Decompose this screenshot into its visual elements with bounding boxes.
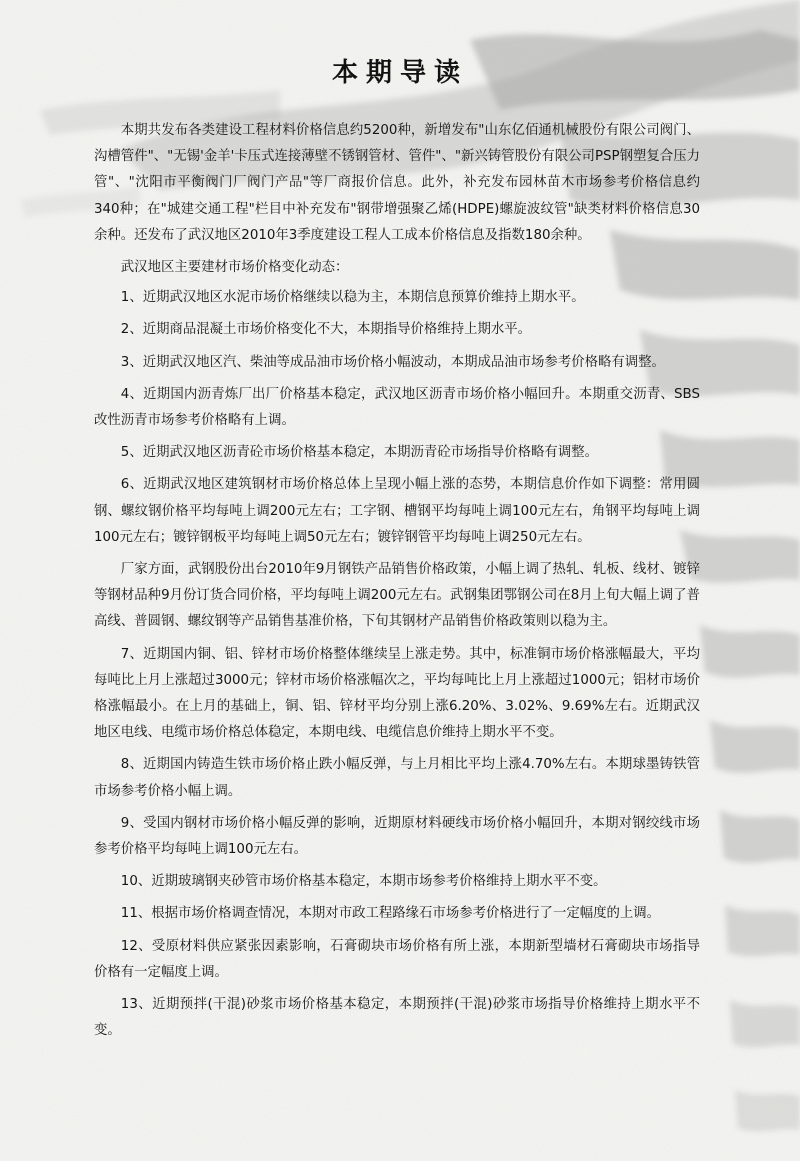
list-item: 8、近期国内铸造生铁市场价格止跌小幅反弹，与上月相比平均上涨4.70%左右。本期球墨铸铁管市场参考价格小幅上调。 — [94, 757, 700, 799]
list-item: 9、受国内钢材市场价格小幅反弹的影响，近期原材料硬线市场价格小幅回升，本期对钢绞线市场参考价格平均每吨上调100元左右。 — [94, 815, 700, 858]
section-subheading: 武汉地区主要建材市场价格变化动态： — [120, 260, 349, 276]
list-item: 4、近期国内沥青炼厂出厂价格基本稳定，武汉地区沥青市场价格小幅回升。本期重交沥青、SBS改性沥青市场参考价格略有上调。 — [94, 386, 700, 429]
list-item: 1、近期武汉地区水泥市场价格继续以稳为主，本期信息预算价维持上期水平。 — [120, 290, 585, 306]
article-body — [94, 118, 700, 1051]
list-item: 13、近期预拌(干混)砂浆市场价格基本稳定，本期预拌(干混)砂浆市场指导价格维持上期水平不变。 — [94, 997, 700, 1039]
list-item: 厂家方面，武钢股份出台2010年9月钢铁产品销售价格政策，小幅上调了热轧、轧板、线材、镀锌等钢材品种9月份订货合同价格，平均每吨上调200元左右。武钢集团鄂钢公司在8月上旬大幅上调了普高线、普圆钢、螺纹钢等产品销售基准价格，下旬其钢材产品销售价格政策则以稳为主。 — [94, 562, 700, 630]
list-item: 12、受原材料供应紧张因素影响，石膏砌块市场价格有所上涨，本期新型墙材石膏砌块市场指导价格有一定幅度上调。 — [94, 938, 700, 980]
intro-paragraph: 本期共发布各类建设工程材料价格信息约5200种，新增发布"山东亿佰通机械股份有限公司阀门、沟槽管件"、"无锡'金羊'卡压式连接薄壁不锈钢管材、管件"、"新兴铸管股份有限公司PSP钢塑复合压力管"、"沈阳市平衡阀门厂阀门产品"等厂商报价信息。此外，补充发布园林苗木市场参考价格信息约340种；在"城建交通工程"栏目中补充发布"钢带增强聚乙烯(HDPE)螺旋波纹管"缺类材料价格信息30余种。还发布了武汉地区2010年3季度建设工程人工成本价格信息及指数180余种。 — [94, 123, 700, 243]
list-item: 2、近期商品混凝土市场价格变化不大，本期指导价格维持上期水平。 — [120, 322, 532, 338]
page-title: 本期导读 — [331, 58, 468, 88]
list-item: 6、近期武汉地区建筑钢材市场价格总体上呈现小幅上涨的态势，本期信息价作如下调整：常用圆钢、螺纹钢价格平均每吨上调200元左右；工字钢、槽钢平均每吨上调100元左右，角钢平均每吨上调100元左右；镀锌钢板平均每吨上调50元左右；镀锌钢管平均每吨上调250元左右。 — [94, 477, 700, 545]
list-item: 3、近期武汉地区汽、柴油等成品油市场价格小幅波动，本期成品油市场参考价格略有调整。 — [120, 354, 665, 370]
list-item: 10、近期玻璃钢夹砂管市场价格基本稳定，本期市场参考价格维持上期水平不变。 — [120, 874, 607, 890]
list-item: 7、近期国内铜、铝、锌材市场价格整体继续呈上涨走势。其中，标准铜市场价格涨幅最大，平均每吨比上月上涨超过3000元；锌材市场价格涨幅次之，平均每吨比上月上涨超过1000元；铝材市场价格涨幅最小。在上月的基础上，铜、铝、锌材平均分别上涨6.20%、3.02%、9.69%左右。近期武汉地区电线、电缆市场价格总体稳定，本期电线、电缆信息价维持上期水平不变。 — [94, 646, 700, 741]
list-item: 5、近期武汉地区沥青砼市场价格基本稳定，本期沥青砼市场指导价格略有调整。 — [120, 445, 598, 461]
list-item: 11、根据市场价格调查情况，本期对市政工程路缘石市场参考价格进行了一定幅度的上调。 — [120, 906, 661, 922]
